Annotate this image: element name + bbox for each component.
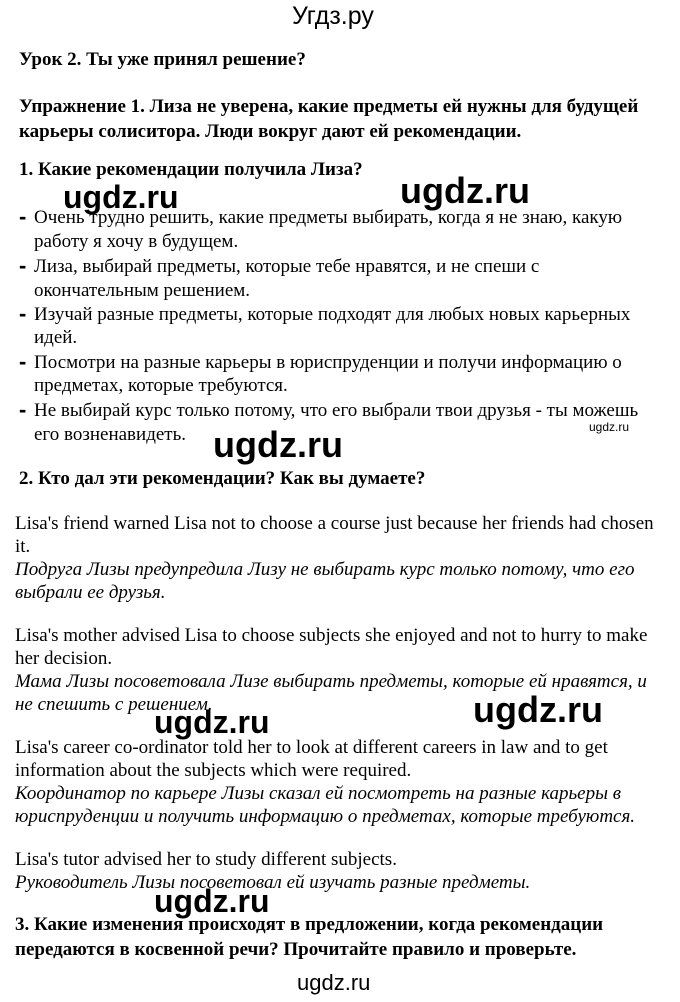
bullet-dash: - (19, 349, 27, 374)
lesson-title: Урок 2. Ты уже принял решение? (19, 49, 306, 70)
watermark: ugdz.ru (154, 704, 270, 740)
q2-entry-3-ru-line-2: юриспруденции и получить информацию о предметах, которые требуются. (15, 806, 636, 827)
exercise-line-1: Упражнение 1. Лиза не уверена, какие предметы ей нужны для будущей (19, 96, 639, 117)
watermark: ugdz.ru (473, 689, 603, 730)
q3-line-1: 3. Какие изменения происходят в предложении, когда рекомендации (15, 914, 604, 935)
q2-entry-4-en-line-1: Lisa's tutor advised her to study different subjects. (15, 849, 397, 870)
bullet-dash: - (19, 301, 27, 326)
q1-item-3-line-1: Изучай разные предметы, которые подходят для любых новых карьерных (34, 304, 631, 325)
q2-entry-4-ru-line-1: Руководитель Лизы посоветовал ей изучать разные предметы. (15, 872, 531, 893)
q2-entry-1-en-line-1: Lisa's friend warned Lisa not to choose a course just because her friends had chosen (15, 513, 654, 534)
q2-entry-1-ru-line-1: Подруга Лизы предупредила Лизу не выбирать курс только потому, что его (15, 559, 635, 580)
q1-item-2-line-1: Лиза, выбирай предметы, которые тебе нравятся, и не спеши с (34, 256, 540, 277)
q1-item-5-line-1: Не выбирай курс только потому, что его выбрали твои друзья - ты можешь (34, 400, 639, 421)
q2-entry-1-ru-line-2: выбрали ее друзья. (15, 582, 166, 603)
bullet-dash: - (19, 397, 27, 422)
watermark: ugdz.ru (154, 883, 270, 919)
q2-entry-2-ru-line-1: Мама Лизы посоветовала Лизе выбирать предметы, которые ей нравятся, и (15, 671, 647, 692)
watermark: ugdz.ru (400, 170, 530, 211)
q1-item-3-line-2: идей. (34, 327, 78, 348)
q1-heading: 1. Какие рекомендации получила Лиза? (19, 159, 363, 180)
watermark: ugdz.ru (63, 179, 179, 215)
q2-entry-2-en-line-2: her decision. (15, 648, 113, 669)
site-title: Угдз.ру (292, 2, 374, 30)
q1-item-2-line-2: окончательным решением. (34, 280, 251, 301)
q1-item-1-line-1: Очень трудно решить, какие предметы выбирать, когда я не знаю, какую (34, 207, 623, 228)
watermark: ugdz.ru (589, 420, 630, 434)
site-footer: ugdz.ru (297, 970, 371, 995)
q2-entry-2-ru-line-2: не спешить с решением. (15, 694, 213, 715)
q3-line-2: передаются в косвенной речи? Прочитайте правило и проверьте. (15, 939, 577, 960)
q2-entry-2-en-line-1: Lisa's mother advised Lisa to choose subjects she enjoyed and not to hurry to make (15, 625, 648, 646)
q2-entry-1-en-line-2: it. (15, 536, 31, 557)
q1-item-4-line-2: предметах, которые требуются. (34, 375, 288, 396)
q2-entry-3-en-line-2: information about the subjects which were required. (15, 760, 412, 781)
bullet-dash: - (19, 253, 27, 278)
q2-entry-3-en-line-1: Lisa's career co-ordinator told her to look at different careers in law and to get (15, 737, 608, 758)
exercise-line-2: карьеры солиситора. Люди вокруг дают ей рекомендации. (19, 121, 522, 142)
q1-item-4-line-1: Посмотри на разные карьеры в юриспруденции и получи информацию о (34, 352, 622, 373)
q1-item-1-line-2: работу я хочу в будущем. (34, 231, 239, 252)
q1-item-5-line-2: его возненавидеть. (34, 424, 187, 445)
q2-heading: 2. Кто дал эти рекомендации? Как вы думаете? (19, 468, 426, 489)
bullet-dash: - (19, 204, 27, 229)
q2-entry-3-ru-line-1: Координатор по карьере Лизы сказал ей посмотреть на разные карьеры в (15, 783, 621, 804)
watermark: ugdz.ru (213, 424, 343, 465)
